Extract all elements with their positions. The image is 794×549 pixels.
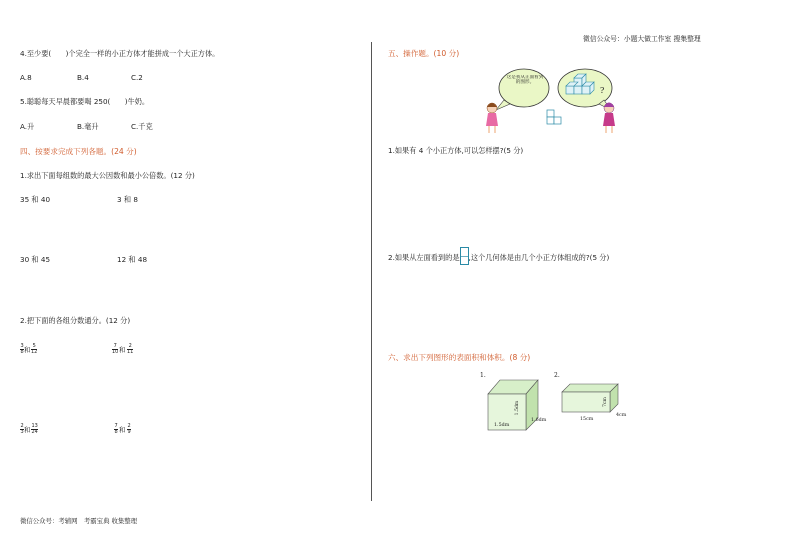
numerator: 7 — [114, 423, 118, 429]
and-label: 和 — [119, 346, 126, 354]
solid-figures — [478, 368, 648, 434]
option-c: C.千克 — [131, 122, 153, 131]
fraction — [127, 344, 133, 356]
denominator: 12 — [31, 349, 38, 356]
subquestion-2: 2.把下面的各组分数通分。(12 分) — [20, 316, 131, 325]
section-4-heading: 四、按要求完成下列各题。(24 分) — [20, 147, 137, 156]
number-pair: 30 和 45 — [20, 255, 51, 264]
numerator: 3 — [20, 343, 24, 349]
fraction — [31, 344, 37, 356]
numerator: 7 — [113, 343, 117, 349]
numerator: 5 — [32, 343, 36, 349]
numerator: 2 — [127, 423, 131, 429]
cube-depth-label: 1.6dm — [531, 418, 547, 423]
number-pair: 3 和 8 — [117, 195, 138, 204]
cube-front-label: 1.5dm — [494, 423, 510, 428]
numerator: 2 — [128, 343, 132, 349]
fraction — [114, 424, 118, 436]
figure-2-number: 2. — [554, 372, 560, 379]
denominator: 8 — [114, 429, 118, 436]
and-label: 和 — [24, 346, 31, 354]
number-pair: 35 和 40 — [20, 195, 51, 204]
cuboid-height-label: 7cm — [603, 397, 608, 407]
option-c: C.2 — [131, 73, 143, 82]
cuboid-depth-label: 4cm — [616, 413, 627, 418]
cube-side-label: 1.5dm — [515, 400, 520, 416]
header-note: 微信公众号：小题大做工作室 搜集整理 — [583, 35, 701, 43]
and-label: 和 — [119, 426, 126, 434]
denominator: 3 — [20, 429, 24, 436]
subquestion-1: 1.求出下面每组数的最大公因数和最小公倍数。(12 分) — [20, 171, 195, 180]
front-view-icon — [547, 110, 561, 124]
option-b: B.毫升 — [77, 122, 99, 131]
section-5-heading: 五、操作题。(10 分) — [388, 49, 460, 58]
number-pair: 12 和 48 — [117, 255, 148, 264]
denominator: 24 — [31, 429, 38, 436]
figure-1-number: 1. — [480, 372, 486, 379]
question-2-start: 2.如果从左面看到的是 — [388, 253, 460, 262]
and-label: 和 — [24, 426, 31, 434]
denominator: 8 — [20, 349, 24, 356]
footer-note: 微信公众号：考辅网 考霸宝典 收集整理 — [20, 517, 138, 525]
girl-left-icon — [486, 103, 498, 133]
fraction — [127, 424, 131, 436]
question-4: 4.至少要( )个完全一样的小正方体才能拼成一个大正方体。 — [20, 49, 220, 58]
column-divider — [371, 42, 372, 501]
cuboid-width-label: 15cm — [580, 417, 594, 422]
question-5: 5.聪聪每天早晨都要喝 250( )牛奶。 — [20, 97, 150, 106]
denominator: 9 — [127, 429, 131, 436]
fraction — [31, 424, 38, 436]
question-mark: ? — [600, 86, 605, 95]
numerator: 13 — [31, 423, 38, 429]
illustration — [478, 66, 628, 140]
denominator: 11 — [127, 349, 134, 356]
fraction — [112, 344, 118, 356]
bubble-text: 这是我从正面看到的图形。 — [506, 75, 544, 86]
girl-right-icon — [603, 103, 615, 134]
denominator: 10 — [112, 349, 119, 356]
option-a: A.8 — [20, 73, 32, 82]
operation-question-2 — [388, 247, 609, 265]
option-a: A.升 — [20, 122, 35, 131]
numerator: 2 — [20, 423, 24, 429]
section-6-heading: 六、求出下列图形的表面积和体积。(8 分) — [388, 353, 531, 362]
question-2-end: ,这个几何体是由几个小正方体组成的?(5 分) — [468, 253, 610, 262]
operation-question-1: 1.如果有 4 个小正方体,可以怎样摆?(5 分) — [388, 146, 524, 155]
cuboid-icon — [562, 384, 618, 412]
left-view-icon — [460, 247, 469, 265]
option-b: B.4 — [77, 73, 89, 82]
